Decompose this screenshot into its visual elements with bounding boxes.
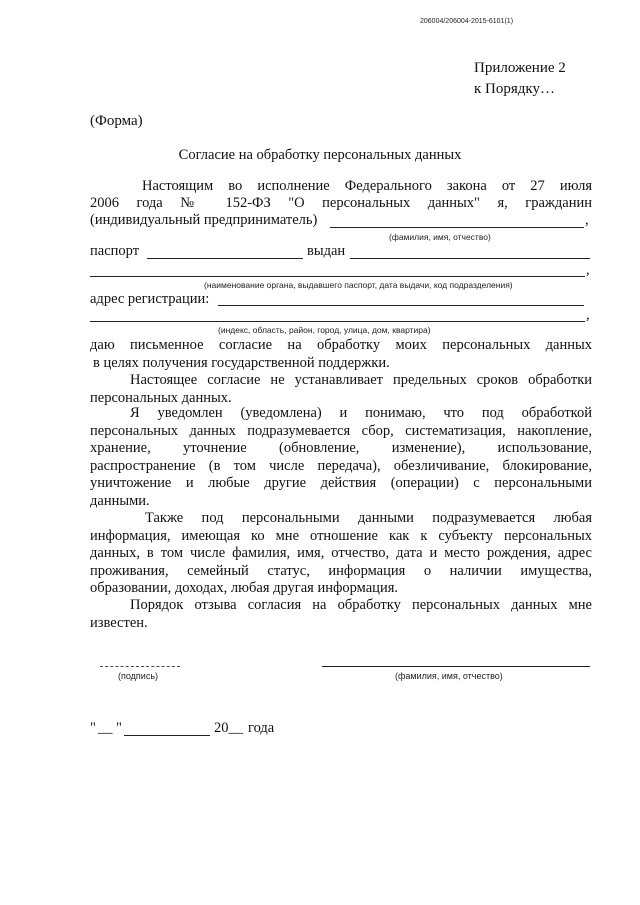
form-label: (Форма) [90, 113, 143, 129]
appendix-line-1: Приложение 2 [474, 60, 566, 76]
p3-row-3: хранение, уточнение (обновление, изменение), использование, [90, 440, 592, 457]
p3-row-5: уничтожение и любые другие действия (операции) с персональными [90, 475, 592, 492]
passport-caption: (наименование органа, выдавшего паспорт, дата выдачи, код подразделения) [204, 280, 513, 290]
p3-row-6: данными. [90, 492, 150, 509]
date-day-open-quote: " [90, 720, 96, 736]
issued-label: выдан [307, 243, 346, 259]
consent-row-1: даю письменное согласие на обработку моих персональных данных [90, 337, 592, 353]
p4-row-2: информация, имеющая ко мне отношение как к субъекту персональных [90, 527, 592, 544]
signature-fio-caption: (фамилия, имя, отчество) [395, 671, 503, 681]
p4-row-4: проживания, семейный статус, информация о наличии имущества, [90, 562, 592, 579]
signature-line[interactable] [100, 666, 180, 667]
p3-row-4: распространение (в том числе передача), обезличивание, блокирование, [90, 457, 592, 474]
address-caption: (индекс, область, район, город, улица, дом, квартира) [218, 325, 431, 335]
passport-line-comma: , [586, 262, 590, 278]
fio-caption: (фамилия, имя, отчество) [389, 232, 491, 242]
p4-row-3: данных, в том числе фамилия, имя, отчество, дата и место рождения, адрес [90, 545, 592, 562]
issued-by-line-2[interactable] [90, 276, 585, 277]
consent-row-2: в целях получения государственной поддержки. [93, 354, 390, 371]
intro-row-2: 2006 года № 152-ФЗ "О персональных данных" я, гражданин [90, 195, 592, 211]
p2-row-2: персональных данных. [90, 389, 232, 406]
signature-fio-line[interactable] [322, 666, 590, 667]
page-title: Согласие на обработку персональных данных [178, 147, 462, 163]
no-term-paragraph [90, 372, 592, 407]
fio-input-line[interactable] [330, 227, 584, 228]
date-year-prefix[interactable]: 20__ [214, 720, 243, 736]
passport-number-line[interactable] [147, 258, 303, 259]
appendix-note [474, 58, 566, 100]
p3-row-1: Я уведомлен (уведомлена) и понимаю, что под обработкой [130, 405, 592, 421]
address-line[interactable] [218, 305, 584, 306]
p5-row-1: Порядок отзыва согласия на обработку персональных данных мне [130, 597, 592, 613]
address-line-comma: , [586, 307, 590, 323]
address-label: адрес регистрации: [90, 291, 210, 307]
date-day-blank[interactable]: __ [98, 720, 113, 736]
appendix-line-2: к Порядку… [474, 81, 555, 97]
passport-label: паспорт [90, 243, 140, 259]
document-number: 206004/206004-2015-6101(1) [420, 18, 514, 25]
withdrawal-paragraph [90, 597, 592, 632]
intro-row-3: (индивидуальный предприниматель) [90, 212, 318, 228]
data-definition-paragraph [90, 510, 592, 598]
intro-row-1: Настоящим во исполнение Федерального закона от 27 июля [142, 178, 592, 194]
issued-by-line[interactable] [350, 258, 590, 259]
date-month-line[interactable] [124, 735, 210, 736]
p5-row-2: известен. [90, 614, 148, 631]
p4-row-5: образовании, доходах, любая другая информация. [90, 580, 398, 597]
p4-row-1: Также под персональными данными подразумевается любая [145, 510, 592, 526]
date-year-suffix: года [248, 720, 275, 736]
fio-line-comma: , [585, 212, 589, 228]
address-line-2[interactable] [90, 321, 585, 322]
signature-caption: (подпись) [118, 671, 159, 681]
p2-row-1: Настоящее согласие не устанавливает предельных сроков обработки [130, 372, 592, 388]
consent-paragraph [90, 337, 592, 372]
processing-definition-paragraph [90, 405, 592, 511]
date-day-close-quote: " [116, 720, 122, 736]
p3-row-2: персональных данных подразумевается сбор, систематизация, накопление, [90, 422, 592, 439]
